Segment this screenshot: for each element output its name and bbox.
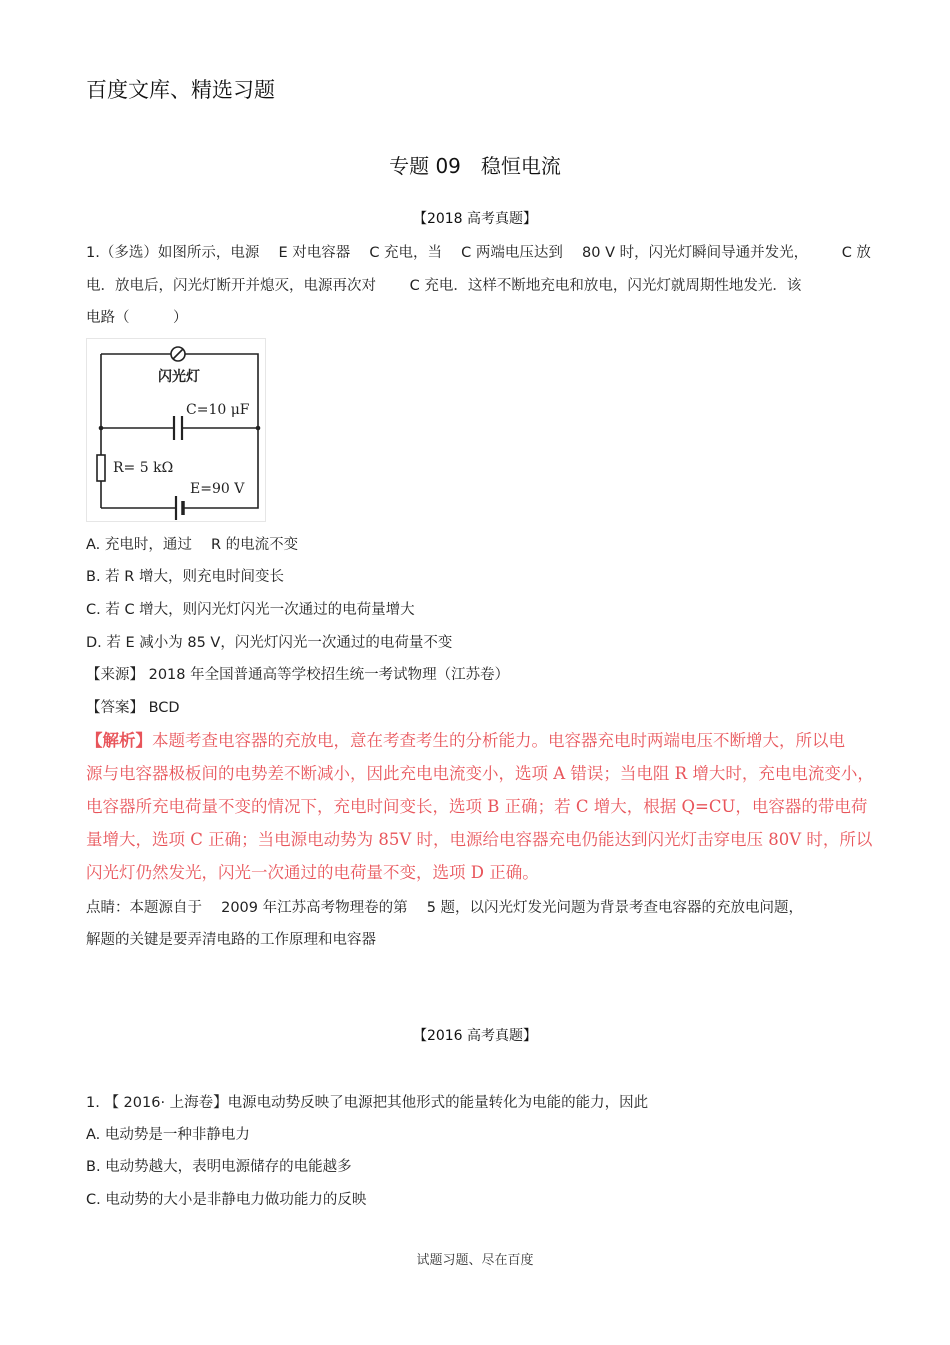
option-b: B. 若 R 增大，则充电时间变长 <box>86 569 284 585</box>
explanation-label: 【解析】 <box>86 731 152 750</box>
option-a: A. 充电时，通过 R 的电流不变 <box>86 537 299 553</box>
explanation-line-4: 量增大，选项 C 正确；当电源电动势为 85V 时，电源给电容器充电仍能达到闪光灯击穿电压 80V 时，所以 <box>86 830 873 849</box>
q2-option-a: A. 电动势是一种非静电力 <box>86 1127 250 1143</box>
question-1-line-2: 电．放电后，闪光灯断开并熄灭，电源再次对 C 充电．这样不断地充电和放电，闪光灯就周期性地发光．该 <box>86 278 802 294</box>
q2-option-b: B. 电动势越大，表明电源储存的电能越多 <box>86 1159 352 1175</box>
section-heading-2018: 【2018 高考真题】 <box>412 211 538 227</box>
explanation-line-1: 【解析】本题考查电容器的充放电，意在考查考生的分析能力。电容器充电时两端电压不断增大，所以电 <box>86 731 845 750</box>
answer-line: 【答案】 BCD <box>86 700 180 716</box>
resistor-label: R= 5 kΩ <box>113 460 174 476</box>
explanation-line-5: 闪光灯仍然发光，闪光一次通过的电荷量不变，选项 D 正确。 <box>86 863 539 882</box>
emf-label: E=90 V <box>190 481 245 497</box>
option-d: D. 若 E 减小为 85 V，闪光灯闪光一次通过的电荷量不变 <box>86 635 453 651</box>
page-title: 专题 09 稳恒电流 <box>389 154 561 178</box>
note-line-1: 点睛：本题源自于 2009 年江苏高考物理卷的第 5 题，以闪光灯发光问题为背景考查电容器的充放电问题， <box>86 900 804 916</box>
question-1-line-1: 1.（多选）如图所示，电源 E 对电容器 C 充电，当 C 两端电压达到 80 V 时，闪光灯瞬间导通并发光， C 放 <box>86 245 871 261</box>
explanation-line-3: 电容器所充电荷量不变的情况下，充电时间变长，选项 B 正确；若 C 增大，根据 Q=CU，电容器的带电荷 <box>86 797 868 816</box>
note-line-2: 解题的关键是要弄清电路的工作原理和电容器 <box>86 932 376 948</box>
option-c: C. 若 C 增大，则闪光灯闪光一次通过的电荷量增大 <box>86 602 415 618</box>
section-heading-2016: 【2016 高考真题】 <box>412 1028 538 1044</box>
document-header: 百度文库、精选习题 <box>86 78 275 102</box>
document-footer: 试题习题、尽在百度 <box>416 1253 534 1268</box>
q2-option-c: C. 电动势的大小是非静电力做功能力的反映 <box>86 1192 367 1208</box>
question-1-line-3: 电路（ ） <box>86 310 188 326</box>
capacitor-label: C=10 μF <box>186 402 250 418</box>
source-line: 【来源】 2018 年全国普通高等学校招生统一考试物理（江苏卷） <box>86 667 510 683</box>
lamp-label: 闪光灯 <box>158 369 200 385</box>
resistor-symbol <box>97 455 105 481</box>
question-2-stem: 1. 【 2016· 上海卷】电源电动势反映了电源把其他形式的能量转化为电能的能力，因此 <box>86 1095 649 1111</box>
explanation-line-2: 源与电容器极板间的电势差不断减小，因此充电电流变小，选项 A 错误；当电阻 R 增大时，充电电流变小， <box>86 764 874 783</box>
circuit-diagram <box>86 338 266 522</box>
